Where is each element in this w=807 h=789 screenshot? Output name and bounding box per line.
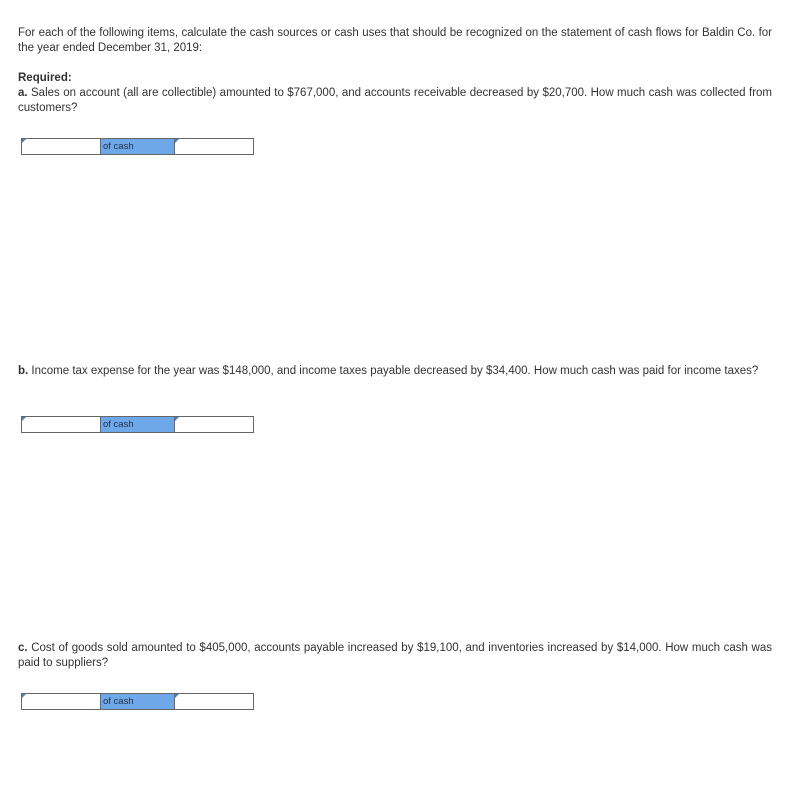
of-cash-label-a: of cash <box>101 138 175 155</box>
question-c-text: Cost of goods sold amounted to $405,000, accounts payable increased by $19,100, and inventories increased by $14,000. How much cash was paid to suppliers? <box>18 642 772 669</box>
answer-row-c <box>21 693 254 710</box>
amount-cell-a[interactable] <box>175 138 254 155</box>
cash-type-select-b[interactable] <box>21 416 101 433</box>
cash-type-select-c[interactable] <box>21 693 101 710</box>
question-b-text: Income tax expense for the year was $148,000, and income taxes payable decreased by $34,400. How much cash was paid for income taxes? <box>28 365 759 377</box>
required-block <box>18 71 772 116</box>
amount-cell-c[interactable] <box>175 693 254 710</box>
amount-input-a[interactable] <box>175 139 253 154</box>
question-a-text: Sales on account (all are collectible) amounted to $767,000, and accounts receivable decreased by $20,700. How much cash was collected from customers? <box>18 87 772 114</box>
amount-input-c[interactable] <box>175 694 253 709</box>
cash-type-select-a[interactable] <box>21 138 101 155</box>
cash-type-input-c[interactable] <box>22 694 100 709</box>
cash-type-input-a[interactable] <box>22 139 100 154</box>
required-label: Required: <box>18 72 72 84</box>
question-b-letter: b. <box>18 365 29 377</box>
amount-cell-b[interactable] <box>175 416 254 433</box>
of-cash-label-b: of cash <box>101 416 175 433</box>
question-a-letter: a. <box>18 87 28 99</box>
question-b <box>18 364 772 379</box>
intro-text: For each of the following items, calculate the cash sources or cash uses that should be recognized on the statement of cash flows for Baldin Co. for the year ended December 31, 2019: <box>18 27 772 54</box>
question-c-letter: c. <box>18 642 28 654</box>
cash-type-input-b[interactable] <box>22 417 100 432</box>
question-c <box>18 641 772 671</box>
amount-input-b[interactable] <box>175 417 253 432</box>
answer-row-a <box>21 138 254 155</box>
answer-row-b <box>21 416 254 433</box>
of-cash-label-c: of cash <box>101 693 175 710</box>
